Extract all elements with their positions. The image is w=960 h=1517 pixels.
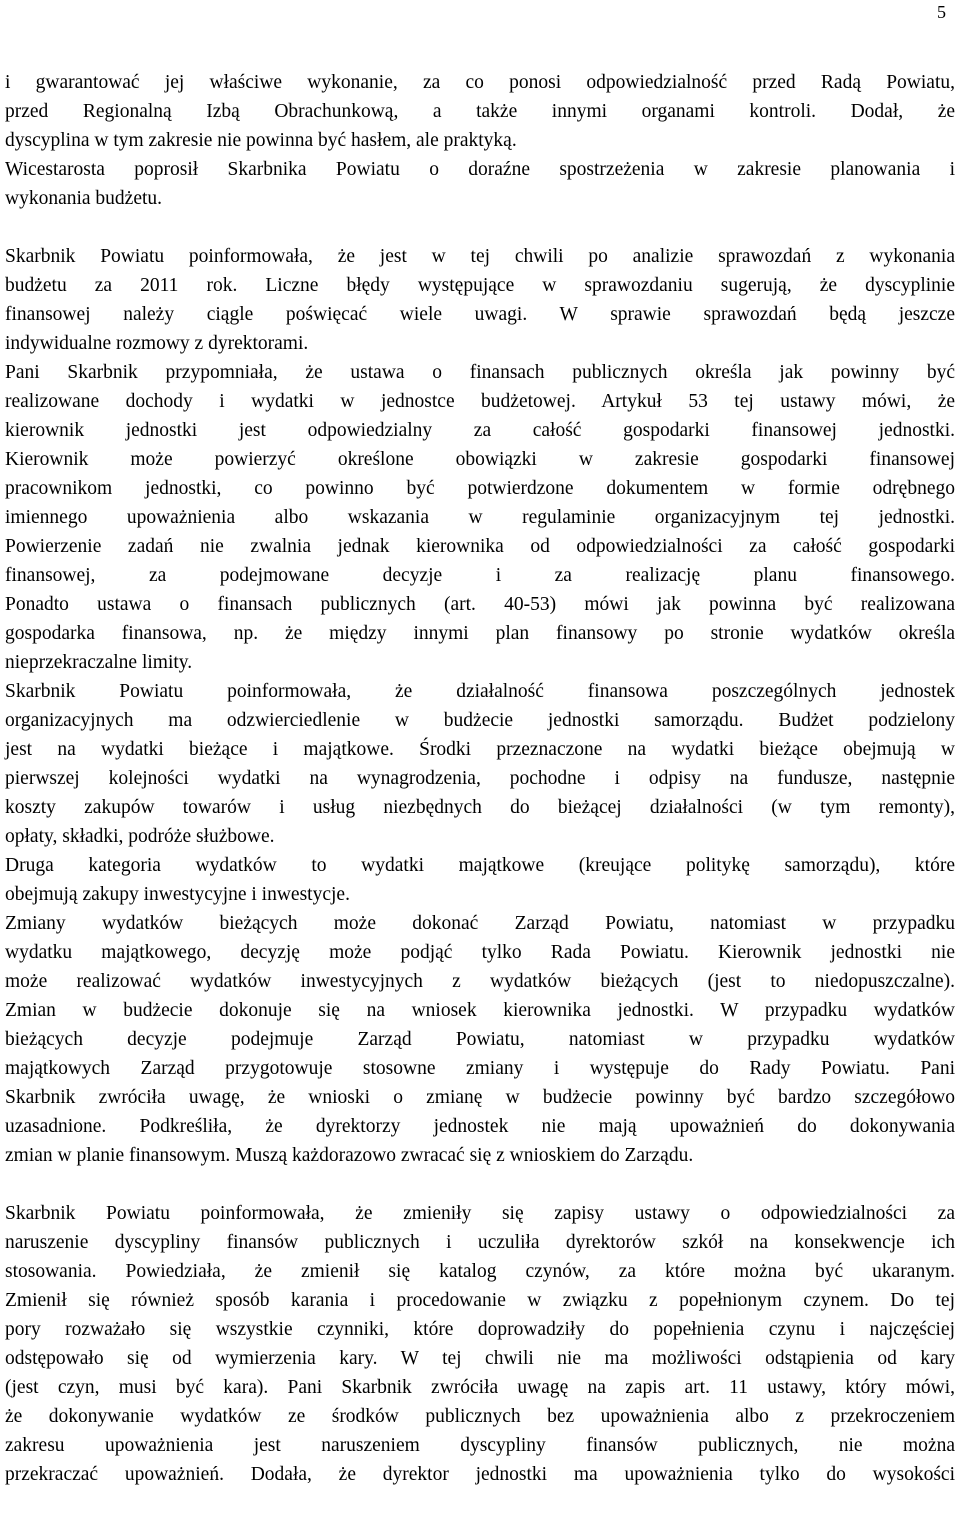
paragraphs-container: [5, 68, 955, 1489]
text-line: Kierownik może powierzyć określone obowiązki w zakresie gospodarki finansowej: [5, 449, 955, 470]
paragraph: [5, 1199, 955, 1489]
text-line: stosowania. Powiedziała, że zmienił się katalog czynów, za które można być ukaranym.: [5, 1261, 955, 1282]
paragraph: [5, 155, 955, 213]
text-line: Pani Skarbnik przypomniała, że ustawa o finansach publicznych określa jak powinny być: [5, 362, 955, 383]
text-line: Skarbnik Powiatu poinformowała, że działalność finansowa poszczególnych jednostek: [5, 681, 955, 702]
text-line: przed Regionalną Izbą Obrachunkową, a także innymi organami kontroli. Dodał, że: [5, 101, 955, 122]
text-line: że dokonywanie wydatków ze środków publicznych bez upoważnienia albo z przekroczeniem: [5, 1406, 955, 1427]
text-line: kierownik jednostki jest odpowiedzialny za całość gospodarki finansowej jednostki.: [5, 420, 955, 441]
text-line: bieżących decyzje podejmuje Zarząd Powiatu, natomiast w przypadku wydatków: [5, 1029, 955, 1050]
text-line: jest na wydatki bieżące i majątkowe. Środki przeznaczone na wydatki bieżące obejmują w: [5, 739, 955, 760]
text-line: pracownikom jednostki, co powinno być potwierdzone dokumentem w formie odrębnego: [5, 478, 955, 499]
text-line: indywidualne rozmowy z dyrektorami.: [5, 333, 309, 354]
text-line: opłaty, składki, podróże służbowe.: [5, 826, 275, 847]
text-line: dyscyplina w tym zakresie nie powinna być hasłem, ale praktyką.: [5, 130, 517, 151]
text-line: imiennego upoważnienia albo wskazania w regulaminie organizacyjnym tej jednostki.: [5, 507, 955, 528]
text-line: może realizować wydatków inwestycyjnych z wydatków bieżących (jest to niedopuszczalne).: [5, 971, 955, 992]
text-line: Skarbnik Powiatu poinformowała, że jest w tej chwili po analizie sprawozdań z wykonania: [5, 246, 955, 267]
text-line: Powierzenie zadań nie zwalnia jednak kierownika od odpowiedzialności za całość gospodarki: [5, 536, 955, 557]
text-line: budżetu za 2011 rok. Liczne błędy występujące w sprawozdaniu sugerują, że dyscyplinie: [5, 275, 955, 296]
text-line: zakresu upoważnienia jest naruszeniem dyscypliny finansów publicznych, nie można: [5, 1435, 955, 1456]
text-line: Zmian w budżecie dokonuje się na wniosek kierownika jednostki. W przypadku wydatków: [5, 1000, 955, 1021]
text-line: finansowej, za podejmowane decyzje i za realizację planu finansowego.: [5, 565, 955, 586]
paragraph: [5, 68, 955, 155]
text-line: pierwszej kolejności wydatki na wynagrodzenia, pochodne i odpisy na fundusze, następnie: [5, 768, 955, 789]
text-line: wydatku majątkowego, decyzję może podjąć tylko Rada Powiatu. Kierownik jednostki nie: [5, 942, 955, 963]
paragraph: [5, 358, 955, 590]
text-line: naruszenie dyscypliny finansów publicznych i uczuliła dyrektorów szkół na konsekwencje ich: [5, 1232, 955, 1253]
text-line: Skarbnik Powiatu poinformowała, że zmieniły się zapisy ustawy o odpowiedzialności za: [5, 1203, 955, 1224]
text-line: odstępowało się od wymierzenia kary. W tej chwili nie ma możliwości odstąpienia od kary: [5, 1348, 955, 1369]
paragraph: [5, 909, 955, 1170]
text-line: i gwarantować jej właściwe wykonanie, za co ponosi odpowiedzialność przed Radą Powiatu,: [5, 72, 955, 93]
paragraph-spacer: [5, 1170, 955, 1199]
text-line: finansowej należy ciągle poświęcać wiele uwagi. W sprawie sprawozdań będą jeszcze: [5, 304, 955, 325]
document-body: [5, 68, 955, 1489]
paragraph: [5, 590, 955, 677]
text-line: uzasadnione. Podkreśliła, że dyrektorzy jednostek nie mają upoważnień do dokonywania: [5, 1116, 955, 1137]
text-line: (jest czyn, musi być kara). Pani Skarbnik zwróciła uwagę na zapis art. 11 ustawy, który mówi,: [5, 1377, 955, 1398]
text-line: przekraczać upoważnień. Dodała, że dyrektor jednostki ma upoważnienia tylko do wysokości: [5, 1464, 955, 1485]
page-number: 5: [937, 2, 946, 22]
text-line: majątkowych Zarząd przygotowuje stosowne zmiany i występuje do Rady Powiatu. Pani: [5, 1058, 955, 1079]
text-line: organizacyjnych ma odzwierciedlenie w budżecie jednostki samorządu. Budżet podzielony: [5, 710, 955, 731]
text-line: pory rozważało się wszystkie czynniki, które doprowadziły do popełnienia czynu i najczęściej: [5, 1319, 955, 1340]
text-line: gospodarka finansowa, np. że między innymi plan finansowy po stronie wydatków określa: [5, 623, 955, 644]
text-line: Skarbnik zwróciła uwagę, że wnioski o zmianę w budżecie powinny być bardzo szczegółowo: [5, 1087, 955, 1108]
text-line: koszty zakupów towarów i usług niezbędnych do bieżącej działalności (w tym remonty),: [5, 797, 955, 818]
text-line: realizowane dochody i wydatki w jednostce budżetowej. Artykuł 53 tej ustawy mówi, że: [5, 391, 955, 412]
text-line: Zmiany wydatków bieżących może dokonać Zarząd Powiatu, natomiast w przypadku: [5, 913, 955, 934]
paragraph: [5, 242, 955, 358]
text-line: zmian w planie finansowym. Muszą każdorazowo zwracać się z wnioskiem do Zarządu.: [5, 1145, 694, 1166]
text-line: Wicestarosta poprosił Skarbnika Powiatu o doraźne spostrzeżenia w zakresie planowania i: [5, 159, 955, 180]
text-line: Zmienił się również sposób karania i procedowanie w związku z popełnionym czynem. Do tej: [5, 1290, 955, 1311]
text-line: Ponadto ustawa o finansach publicznych (art. 40-53) mówi jak powinna być realizowana: [5, 594, 955, 615]
paragraph: [5, 677, 955, 851]
paragraph: [5, 851, 955, 909]
text-line: nieprzekraczalne limity.: [5, 652, 193, 673]
text-line: obejmują zakupy inwestycyjne i inwestycje.: [5, 884, 350, 905]
paragraph-spacer: [5, 213, 955, 242]
text-line: Druga kategoria wydatków to wydatki majątkowe (kreujące politykę samorządu), które: [5, 855, 955, 876]
text-line: wykonania budżetu.: [5, 188, 163, 209]
